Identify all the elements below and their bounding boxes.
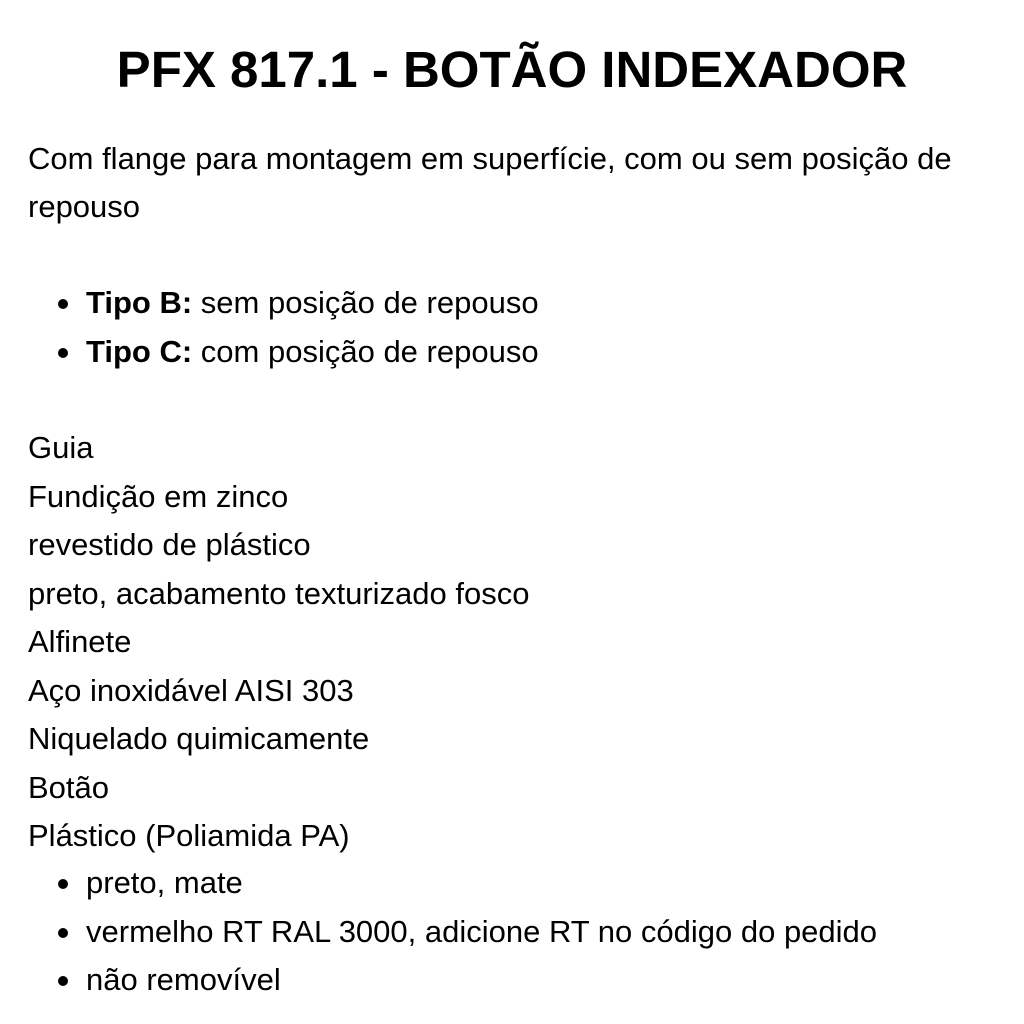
spec-line: Aço inoxidável AISI 303 bbox=[28, 672, 354, 708]
list-item bbox=[28, 908, 877, 957]
bullet-icon bbox=[58, 976, 68, 986]
intro-paragraph: Com flange para montagem em superfície, com ou sem posição de repouso bbox=[28, 141, 952, 224]
spec-line: Fundição em zinco bbox=[28, 478, 289, 514]
spec-line: Botão bbox=[28, 769, 110, 805]
list-item bbox=[28, 279, 539, 328]
type-label: Tipo B: bbox=[86, 285, 193, 320]
list-item bbox=[28, 859, 877, 908]
type-label: Tipo C: bbox=[86, 333, 193, 369]
list-item bbox=[28, 956, 877, 1005]
spec-line: Plástico (Poliamida PA) bbox=[28, 818, 350, 853]
page-title: PFX 817.1 - BOTÃO INDEXADOR bbox=[116, 41, 908, 98]
spec-line: Alfinete bbox=[28, 624, 132, 659]
bullet-icon bbox=[58, 348, 68, 358]
type-description: sem posição de repouso bbox=[192, 285, 539, 320]
spec-line: Guia bbox=[28, 430, 94, 465]
option-text: preto, mate bbox=[86, 865, 243, 900]
bullet-icon bbox=[58, 879, 68, 889]
option-text: não removível bbox=[86, 962, 281, 997]
type-description: com posição de repouso bbox=[192, 333, 539, 369]
spec-line: preto, acabamento texturizado fosco bbox=[28, 575, 530, 611]
spec-line: revestido de plástico bbox=[28, 527, 311, 562]
spec-list bbox=[28, 424, 529, 861]
list-item bbox=[28, 328, 539, 377]
spec-line: Niquelado quimicamente bbox=[28, 721, 370, 756]
type-list bbox=[28, 279, 539, 376]
button-option-list bbox=[28, 859, 877, 1005]
bullet-icon bbox=[58, 928, 68, 938]
option-text: vermelho RT RAL 3000, adicione RT no código do pedido bbox=[86, 913, 878, 949]
bullet-icon bbox=[58, 299, 68, 309]
